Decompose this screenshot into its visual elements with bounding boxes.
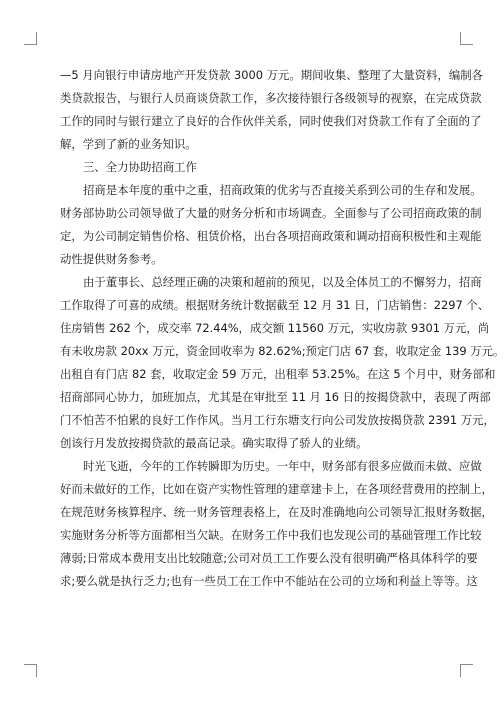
text-line: 定，为公司制定销售价格、租赁价格，出台各项招商政策和调动招商积极性和主观能: [60, 229, 482, 243]
text-line: 时光飞逝，今年的工作转瞬即为历史。一年中，财务部有很多应做而未做、应做: [83, 459, 482, 473]
text-line: 好而未做好的工作，比如在资产实物性管理的建章建卡上，在各项经营费用的控制上，: [60, 482, 493, 496]
text-line: 招商部同心协力，加班加点，尤其是在审批至 11 月 16 日的按揭贷款中，表现了两部: [60, 390, 491, 404]
text-line: 招商是本年度的重中之重，招商政策的优劣与否直接关系到公司的生存和发展。: [83, 183, 482, 197]
text-line: 由于董事长、总经理正确的决策和超前的预见，以及全体员工的不懈努力，招商: [83, 275, 482, 289]
document-body: [60, 64, 504, 593]
text-line: 在规范财务核算程序、统一财务管理表格上，在及时准确地向公司领导汇报财务数据，: [60, 505, 493, 519]
text-line: 实施财务分析等方面都相当欠缺。在财务工作中我们也发现公司的基础管理工作比较: [60, 528, 482, 542]
crop-mark-top-left: [24, 32, 37, 45]
text-line: 有未收房款 20xx 万元，资金回收率为 82.62%;预定门店 67 套，收取定金 139 万元。: [60, 344, 504, 358]
section-heading: 三、全力协助招商工作: [83, 160, 197, 174]
text-line: 门不怕苦不怕累的良好工作作风。当月工行东塘支行向公司发放按揭贷款 2391 万元，: [60, 413, 495, 427]
text-line: 工作取得了可喜的成绩。根据财务统计数据截至 12 月 31 日，门店销售：2297 个、: [60, 298, 490, 312]
text-line: 住房销售 262 个，成交率 72.44%，成交额 11560 万元，实收房款 9301 万元，尚: [60, 321, 490, 335]
text-line: 薄弱;日常成本费用支出比较随意;公司对员工工作要么没有很明确严格具体科学的要: [60, 551, 478, 565]
crop-mark-top-right: [460, 32, 473, 45]
text-line: 财务部协助公司领导做了大量的财务分析和市场调查。全面参与了公司招商政策的制: [60, 206, 482, 220]
crop-mark-bottom-left: [24, 664, 37, 677]
text-line: 类贷款报告，与银行人员商谈贷款工作，多次接待银行各级领导的视察，在完成贷款: [60, 91, 482, 105]
text-line: 解，学到了新的业务知识。: [60, 137, 197, 151]
crop-mark-bottom-right: [460, 664, 473, 677]
text-line: 出租自有门店 82 套，收取定金 59 万元，出租率 53.25%。在这 5 个月中，财务部和: [60, 367, 496, 381]
text-line: 求;要么就是执行乏力;也有一些员工在工作中不能站在公司的立场和利益上等等。这: [60, 574, 478, 588]
text-line: 动性提供财务参考。: [60, 252, 163, 266]
text-line: 创该行月发放按揭贷款的最高记录。确实取得了骄人的业绩。: [60, 436, 368, 450]
text-line: —5 月向银行申请房地产开发贷款 3000 万元。期间收集、整理了大量资料，编制各: [60, 68, 483, 82]
text-line: 工作的同时与银行建立了良好的合作伙伴关系，同时使我们对贷款工作有了全面的了: [60, 114, 482, 128]
